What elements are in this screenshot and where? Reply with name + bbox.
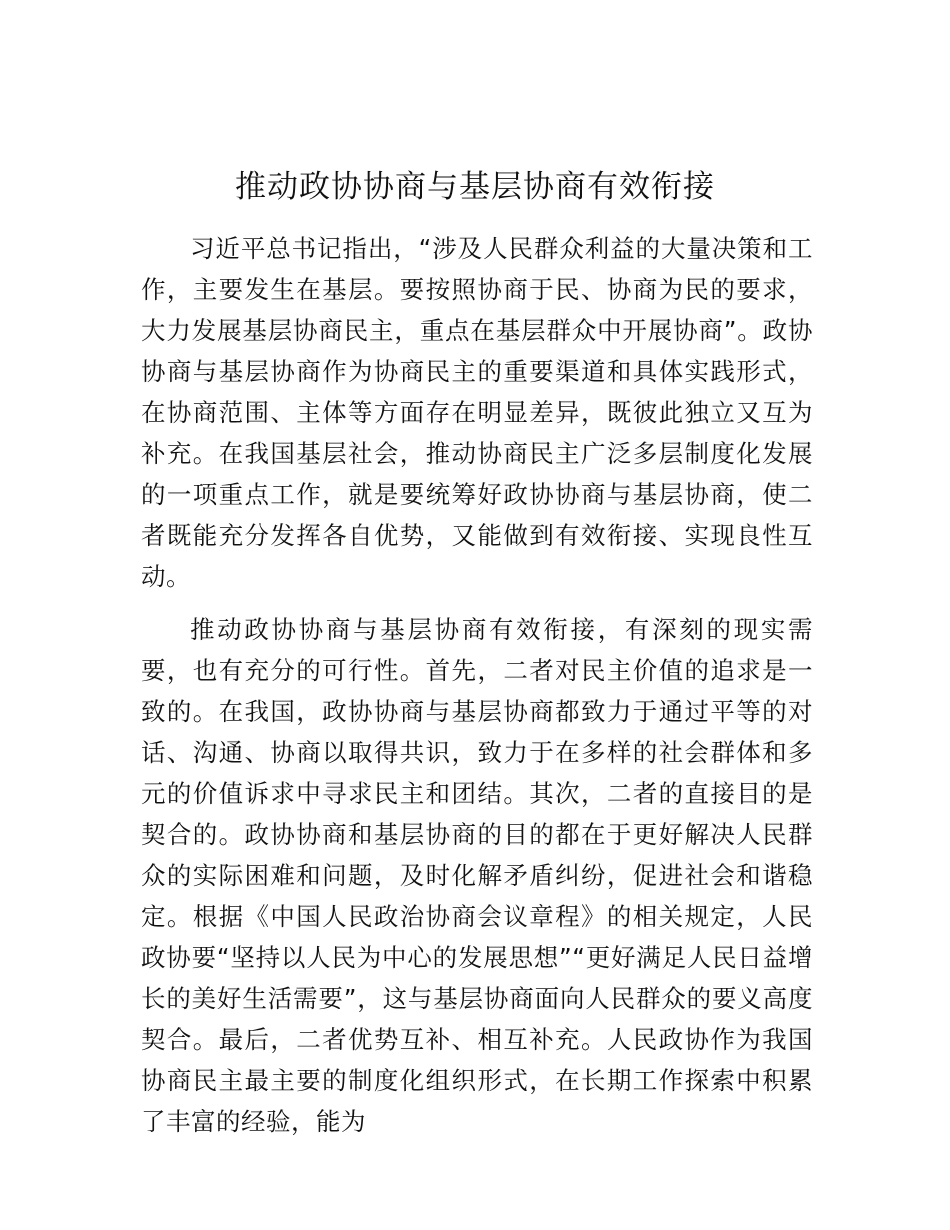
paragraph-1: 习近平总书记指出，“涉及人民群众利益的大量决策和工作，主要发生在基层。要按照协商于民、协商为民的要求，大力发展基层协商民主，重点在基层群众中开展协商”。政协协商与基层协商作为协商民主的重要渠道和具体实践形式，在协商范围、主体等方面存在明显差异，既彼此独立又互为补充。在我国基层社会，推动协商民主广泛多层制度化发展的一项重点工作，就是要统筹好政协协商与基层协商，使二者既能充分发挥各自优势，又能做到有效衔接、实现良性互动。: [141, 234, 813, 591]
document-body: [141, 228, 813, 1142]
document-title: 推动政协协商与基层协商有效衔接: [235, 169, 715, 205]
paragraph-2: 推动政协协商与基层协商有效衔接，有深刻的现实需要，也有充分的可行性。首先，二者对民主价值的追求是一致的。在我国，政协协商与基层协商都致力于通过平等的对话、沟通、协商以取得共识，致力于在多样的社会群体和多元的价值诉求中寻求民主和团结。其次，二者的直接目的是契合的。政协协商和基层协商的目的都在于更好解决人民群众的实际困难和问题，及时化解矛盾纠纷，促进社会和谐稳定。根据《中国人民政治协商会议章程》的相关规定，人民政协要“坚持以人民为中心的发展思想”“更好满足人民日益增长的美好生活需要”，这与基层协商面向人民群众的要义高度契合。最后，二者优势互补、相互补充。人民政协作为我国协商民主最主要的制度化组织形式，在长期工作探索中积累了丰富的经验，能为: [141, 615, 813, 1136]
